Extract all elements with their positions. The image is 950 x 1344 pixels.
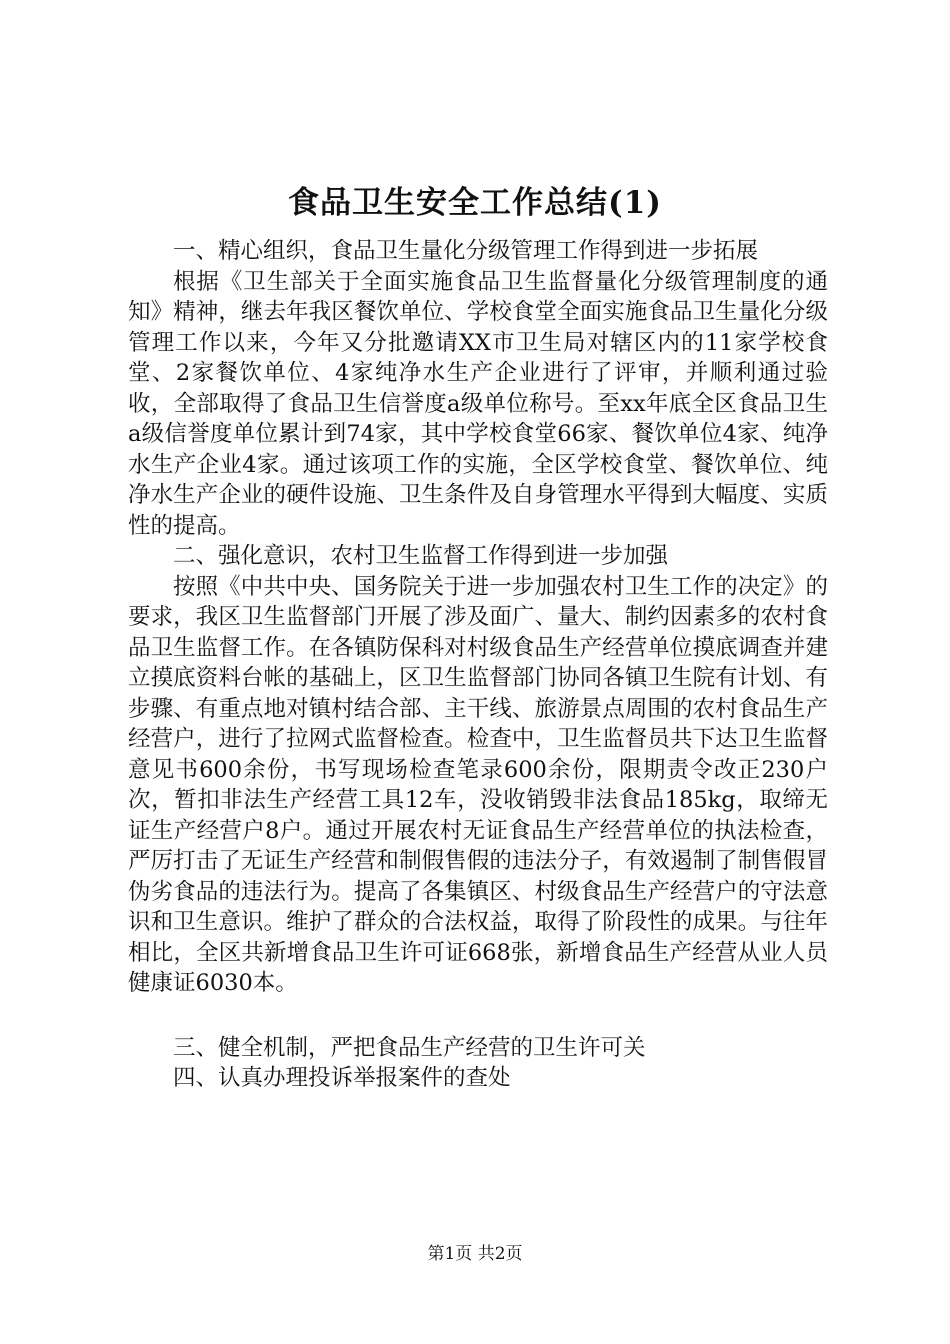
section-heading-1: 一、精心组织，食品卫生量化分级管理工作得到进一步拓展: [173, 238, 759, 264]
body-paragraph-2: 按照《中共中央、国务院关于进一步加强农村卫生工作的决定》的要求，我区卫生监督部门开展了涉及面广、量大、制约因素多的农村食品卫生监督工作。在各镇防保科对村级食品生产经营单位摸底调查并建立摸底资料台帐的基础上，区卫生监督部门协同各镇卫生院有计划、有步骤、有重点地对镇村结合部、主干线、旅游景点周围的农村食品生产经营户，进行了拉网式监督检查。检查中，卫生监督员共下达卫生监督意见书600余份，书写现场检查笔录600余份，限期责令改正230户次，暂扣非法生产经营工具12车，没收销毁非法食品185kg，取缔无证生产经营户8户。通过开展农村无证食品生产经营单位的执法检查，严厉打击了无证生产经营和制假售假的违法分子，有效遏制了制售假冒伪劣食品的违法行为。提高了各集镇区、村级食品生产经营户的守法意识和卫生意识。维护了群众的合法权益，取得了阶段性的成果。与往年相比，全区共新增食品卫生许可证668张，新增食品生产经营从业人员健康证6030本。: [128, 573, 828, 996]
document-body: [128, 236, 828, 1094]
document-title: 食品卫生安全工作总结(1): [288, 185, 662, 221]
body-paragraph-1: 根据《卫生部关于全面实施食品卫生监督量化分级管理制度的通知》精神，继去年我区餐饮单位、学校食堂全面实施食品卫生量化分级管理工作以来，今年又分批邀请XX市卫生局对辖区内的11家学校食堂、2家餐饮单位、4家纯净水生产企业进行了评审，并顺利通过验收，全部取得了食品卫生信誉度a级单位称号。至xx年底全区食品卫生a级信誉度单位累计到74家，其中学校食堂66家、餐饮单位4家、纯净水生产企业4家。通过该项工作的实施，全区学校食堂、餐饮单位、纯净水生产企业的硬件设施、卫生条件及自身管理水平得到大幅度、实质性的提高。: [128, 268, 828, 539]
section-heading-3: 三、健全机制，严把食品生产经营的卫生许可关: [173, 1034, 646, 1061]
section-heading-4: 四、认真办理投诉举报案件的查处: [173, 1065, 511, 1091]
page-footer: 第1页 共2页: [427, 1244, 523, 1264]
section-heading-2: 二、强化意识，农村卫生监督工作得到进一步加强: [173, 543, 669, 569]
